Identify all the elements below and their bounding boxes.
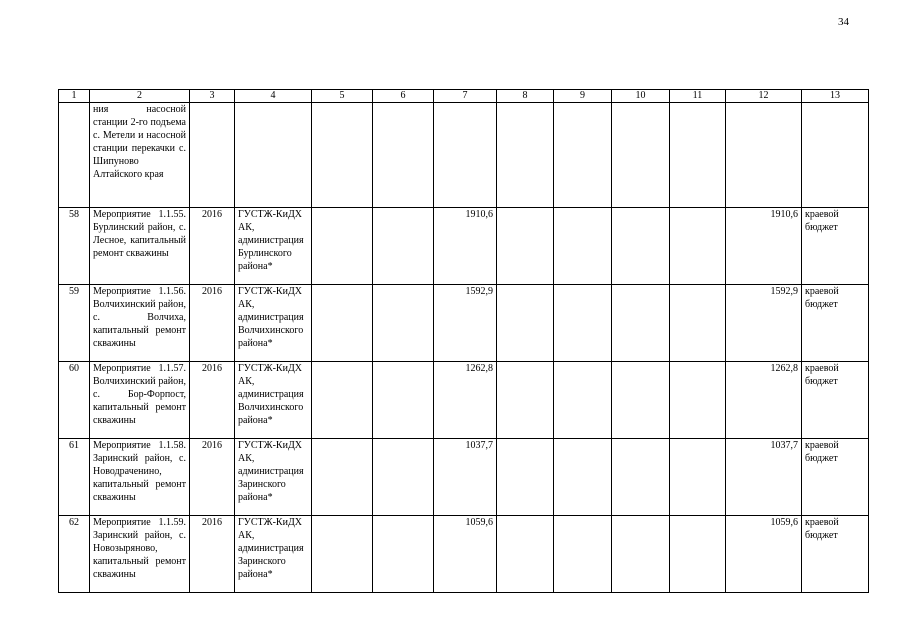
cell-col11 (670, 362, 726, 439)
cell-description: Мероприятие 1.1.55. Бурлинский район, с. Лесное, капитальный ремонт скважины (90, 208, 190, 285)
cell-col12-amount: 1910,6 (726, 208, 802, 285)
cell-year: 2016 (190, 208, 235, 285)
cell-col5 (312, 439, 373, 516)
cell-col5 (312, 516, 373, 593)
cell-col7-amount: 1037,7 (434, 439, 497, 516)
cell-empty (190, 103, 235, 208)
cell-col7-amount: 1262,8 (434, 362, 497, 439)
cell-col6 (373, 208, 434, 285)
cell-number: 59 (59, 285, 90, 362)
cell-number: 61 (59, 439, 90, 516)
cell-col9 (554, 208, 612, 285)
cell-year: 2016 (190, 439, 235, 516)
cell-executor: ГУСТЖ-КиДХ АК, администрация Заринского района* (235, 516, 312, 593)
cell-empty (59, 103, 90, 208)
cell-funding-source: краевой бюджет (802, 362, 869, 439)
cell-year: 2016 (190, 516, 235, 593)
cell-col8 (497, 362, 554, 439)
column-header: 10 (612, 90, 670, 103)
column-header: 8 (497, 90, 554, 103)
cell-col7-amount: 1910,6 (434, 208, 497, 285)
cell-col11 (670, 439, 726, 516)
cell-year: 2016 (190, 285, 235, 362)
cell-col8 (497, 439, 554, 516)
table-row (59, 439, 869, 516)
column-header: 5 (312, 90, 373, 103)
cell-col10 (612, 362, 670, 439)
cell-empty (373, 103, 434, 208)
table-row (59, 362, 869, 439)
cell-description: Мероприятие 1.1.56. Волчихинский район, с. Волчиха, капитальный ремонт скважины (90, 285, 190, 362)
cell-col8 (497, 285, 554, 362)
column-header: 13 (802, 90, 869, 103)
cell-number: 58 (59, 208, 90, 285)
cell-empty (497, 103, 554, 208)
cell-col10 (612, 208, 670, 285)
column-header: 1 (59, 90, 90, 103)
cell-funding-source: краевой бюджет (802, 285, 869, 362)
column-header: 9 (554, 90, 612, 103)
cell-col11 (670, 208, 726, 285)
cell-description: Мероприятие 1.1.59. Заринский район, с. Новозыряново, капитальный ремонт скважины (90, 516, 190, 593)
cell-col5 (312, 362, 373, 439)
cell-executor: ГУСТЖ-КиДХ АК, администрация Волчихинского района* (235, 285, 312, 362)
cell-col9 (554, 285, 612, 362)
cell-description: ния насосной станции 2-го подъема с. Метели и насосной станции перекачки с. Шипуново Алтайского края (90, 103, 190, 208)
cell-col12-amount: 1592,9 (726, 285, 802, 362)
cell-empty (434, 103, 497, 208)
cell-description: Мероприятие 1.1.57. Волчихинский район, с. Бор-Форпост, капитальный ремонт скважины (90, 362, 190, 439)
cell-col9 (554, 439, 612, 516)
column-header: 12 (726, 90, 802, 103)
column-header: 11 (670, 90, 726, 103)
cell-col8 (497, 208, 554, 285)
column-header: 4 (235, 90, 312, 103)
cell-col8 (497, 516, 554, 593)
cell-funding-source: краевой бюджет (802, 208, 869, 285)
cell-col12-amount: 1262,8 (726, 362, 802, 439)
cell-executor: ГУСТЖ-КиДХ АК, администрация Волчихинского района* (235, 362, 312, 439)
column-header: 3 (190, 90, 235, 103)
column-header: 2 (90, 90, 190, 103)
cell-executor: ГУСТЖ-КиДХ АК, администрация Бурлинского района* (235, 208, 312, 285)
table-row-continuation (59, 103, 869, 208)
cell-empty (802, 103, 869, 208)
cell-col6 (373, 362, 434, 439)
cell-col9 (554, 516, 612, 593)
cell-description: Мероприятие 1.1.58. Заринский район, с. Новодраченино, капитальный ремонт скважины (90, 439, 190, 516)
cell-empty (726, 103, 802, 208)
cell-col6 (373, 285, 434, 362)
cell-empty (235, 103, 312, 208)
cell-col6 (373, 516, 434, 593)
cell-col11 (670, 285, 726, 362)
table-row (59, 516, 869, 593)
cell-funding-source: краевой бюджет (802, 439, 869, 516)
cell-number: 60 (59, 362, 90, 439)
cell-col11 (670, 516, 726, 593)
cell-empty (670, 103, 726, 208)
cell-executor: ГУСТЖ-КиДХ АК, администрация Заринского района* (235, 439, 312, 516)
cell-number: 62 (59, 516, 90, 593)
table-row (59, 285, 869, 362)
column-header: 6 (373, 90, 434, 103)
cell-col12-amount: 1037,7 (726, 439, 802, 516)
cell-col5 (312, 208, 373, 285)
column-header: 7 (434, 90, 497, 103)
cell-empty (312, 103, 373, 208)
cell-col7-amount: 1592,9 (434, 285, 497, 362)
cell-col12-amount: 1059,6 (726, 516, 802, 593)
cell-empty (612, 103, 670, 208)
budget-table (58, 89, 869, 593)
table-row (59, 208, 869, 285)
cell-col5 (312, 285, 373, 362)
cell-funding-source: краевой бюджет (802, 516, 869, 593)
header-row (59, 90, 869, 103)
cell-col10 (612, 439, 670, 516)
cell-col10 (612, 285, 670, 362)
cell-col6 (373, 439, 434, 516)
cell-col7-amount: 1059,6 (434, 516, 497, 593)
cell-empty (554, 103, 612, 208)
cell-col10 (612, 516, 670, 593)
cell-year: 2016 (190, 362, 235, 439)
page-number: 34 (838, 16, 849, 28)
cell-col9 (554, 362, 612, 439)
